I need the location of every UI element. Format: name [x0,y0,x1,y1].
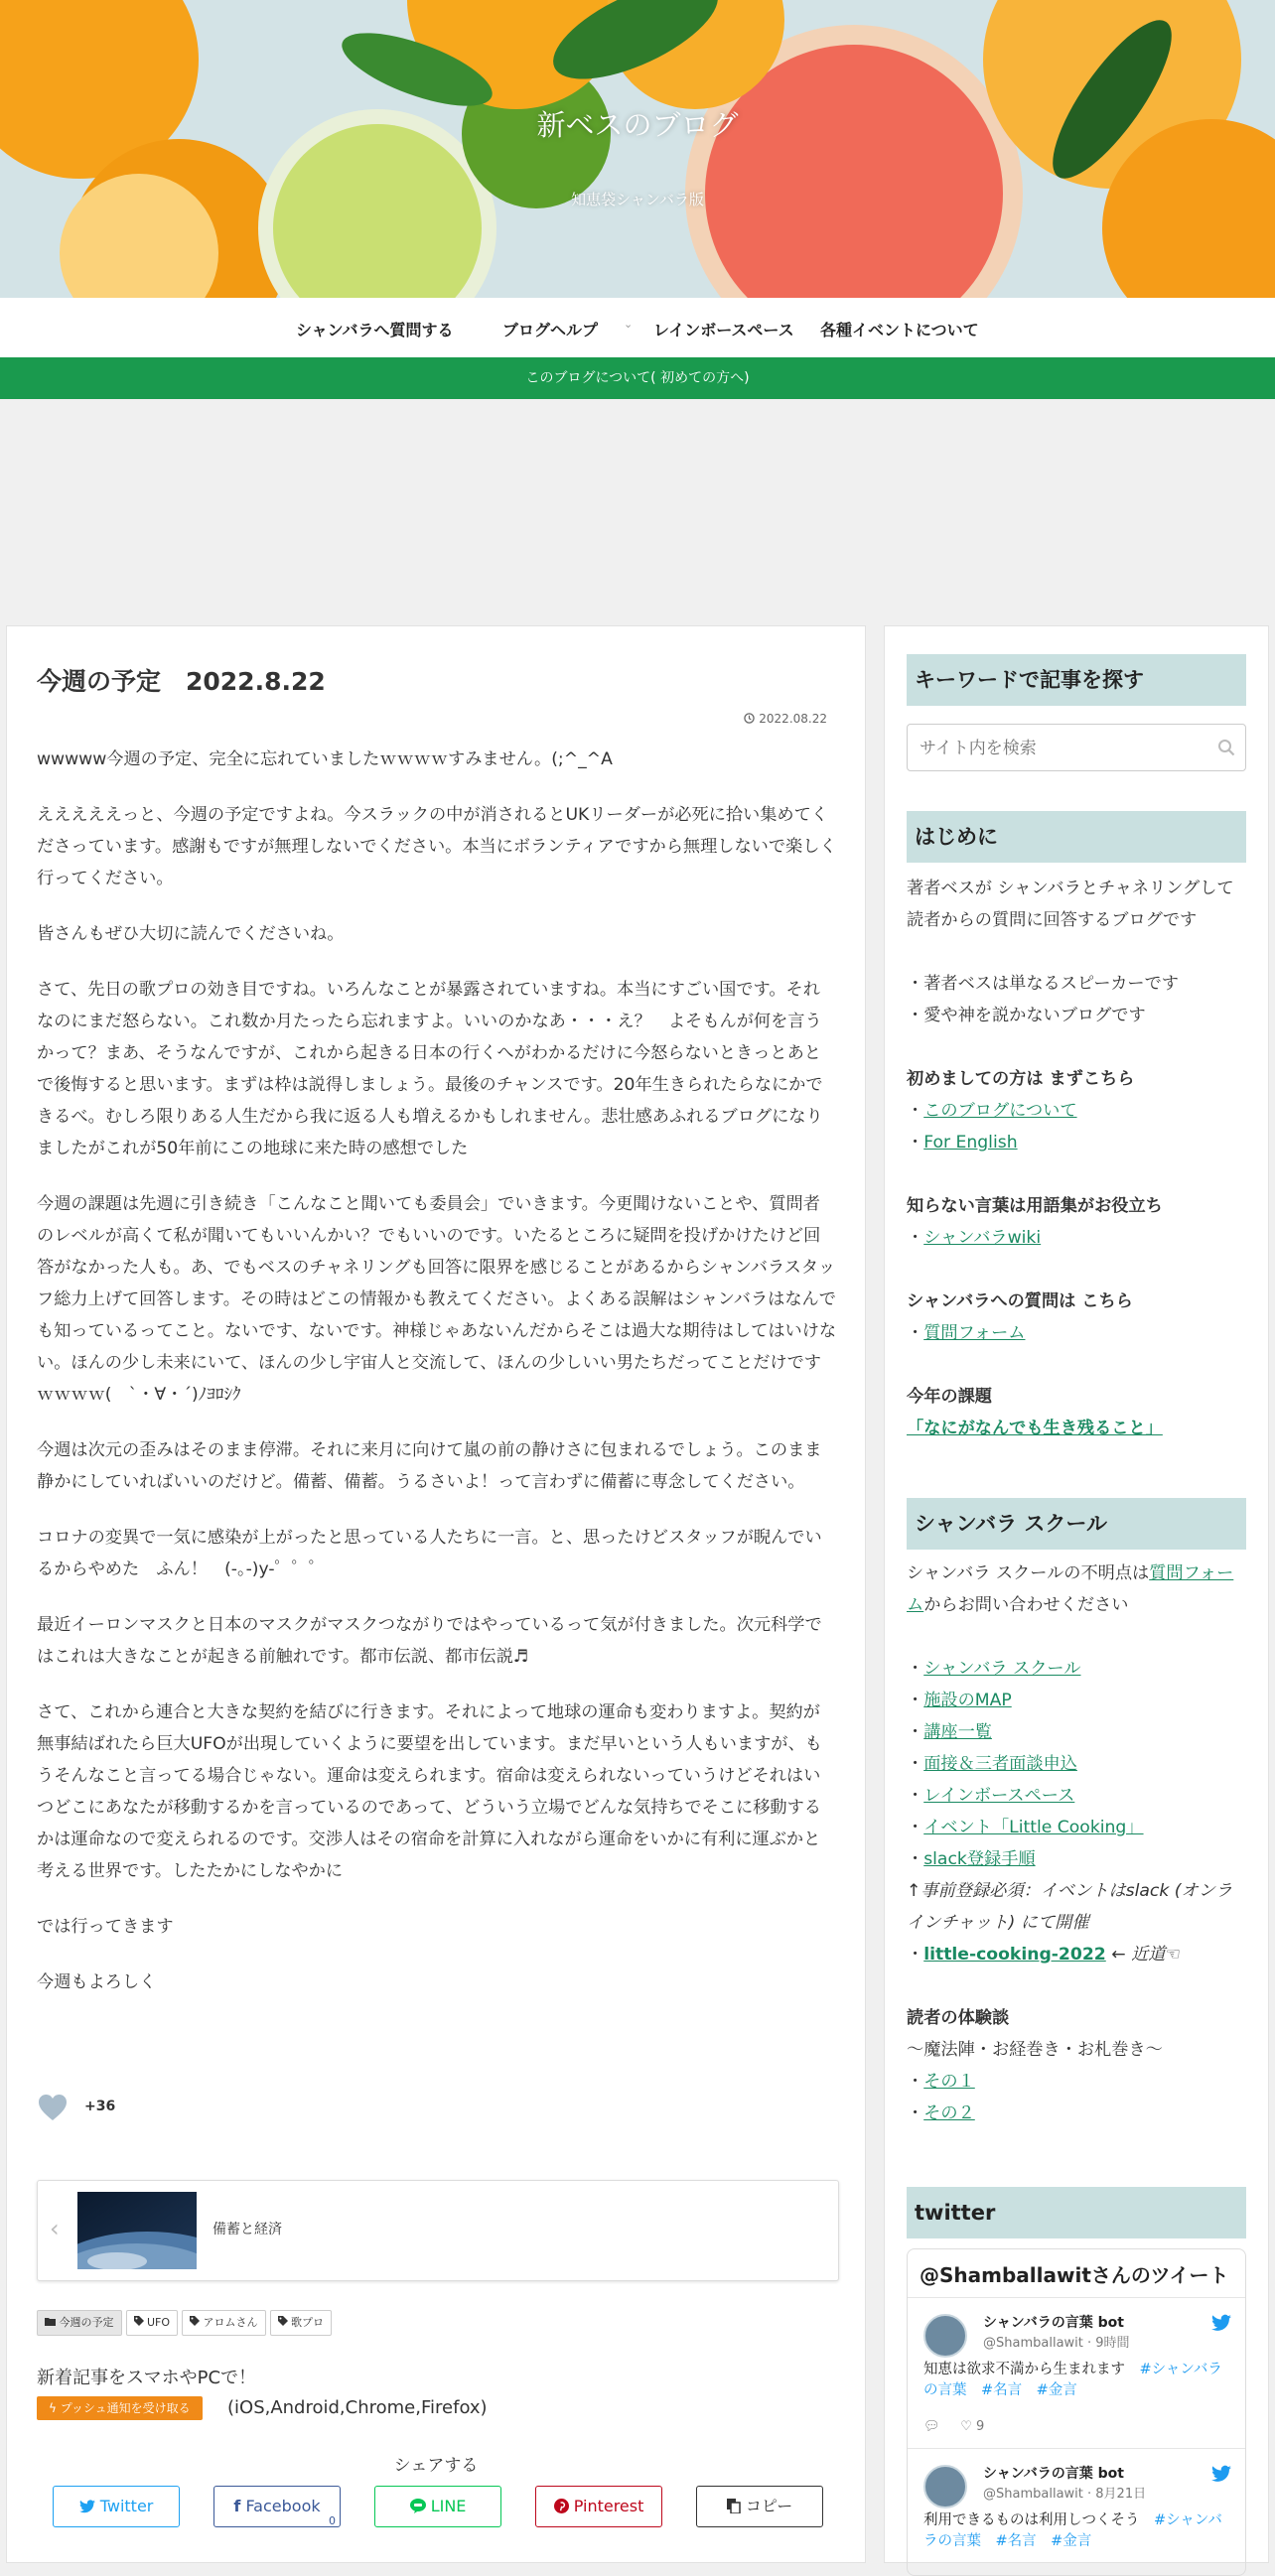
tweet-text [923,2510,1231,2552]
tweet-actions [923,2419,984,2434]
nav-item-ask-shambhala[interactable]: シャンバラへ質問する [296,321,454,339]
intro-heading: シャンバラへの質問は こちら [907,1291,1133,1311]
chevron-down-icon[interactable]: ⌄ [624,318,634,331]
share-facebook-label: Facebook [245,2497,321,2515]
category-tag[interactable] [37,2310,122,2336]
share-twitter-label: Twitter [99,2497,154,2515]
sidebar [884,625,1269,2563]
article-paragraph: では行ってきます [37,1917,174,1937]
share-facebook-count: 0 [329,2514,336,2527]
rainbow-space-link[interactable]: レインボースペース [923,1786,1075,1806]
slack-register-link[interactable]: slack登録手順 [923,1849,1036,1869]
article-paragraph: さて、これから連合と大きな契約を結びに行きます。それによって地球の運命も変わりますよ。契約が無事結ばれたら巨大UFOが出現していくように要望を出しています。まだ早いという人もいますが、もうそんなこと言ってる場合じゃない。運命は変えられます。宿命は変えられないっていうけどそれはいつどこにあなたが移動するかを言っているのであって、どういう立場でどんな気持ちでそこに移動するかは運命なので変えられるのです。交渉人はその宿命を計算に入れながら運命をいかに有利に運ぶかと考える世界です。したたかにしなやかに [37,1702,822,1881]
push-notification-button[interactable] [37,2396,203,2420]
tweet[interactable] [908,2448,1245,2576]
copy-icon [727,2499,741,2513]
tag-item[interactable] [126,2310,179,2336]
school-intro [907,1558,1246,1621]
facebook-icon: f [233,2497,241,2515]
intro-widget-body [907,873,1246,1444]
nav-item-events[interactable]: 各種イベントについて [820,321,979,339]
line-icon [410,2499,426,2513]
tweet-author[interactable]: シャンバラの言葉 bot [983,2466,1124,2482]
school-widget-body [907,1558,1246,2129]
tweet-time: 8月21日 [1095,2487,1147,2502]
tag-icon [278,2316,288,2326]
tweet-meta: @Shamballawit · 9時間 [983,2336,1130,2351]
push-platforms: (iOS,Android,Chrome,Firefox) [227,2397,488,2418]
intro-text: ・著者ベスは単なるスピーカーです [907,974,1179,994]
school-spacer [907,1621,1246,1653]
intro-spacer [907,1158,1246,1190]
intro-widget-title: はじめに [907,811,1246,863]
school-link-item: ・シャンバラ スクール [907,1659,1081,1679]
twitter-bird-icon[interactable] [1211,2314,1231,2332]
intro-spacer [907,936,1246,968]
tweet-meta: @Shamballawit · 8月21日 [983,2487,1147,2502]
chevron-left-icon[interactable]: ‹ [50,2215,60,2242]
tweet-body: 利用できるものは利用しつくそう [923,2512,1154,2528]
twitter-timeline-header[interactable]: @Shamballawitさんのツイート [920,2263,1229,2287]
category-tag-label: 今週の予定 [59,2316,114,2329]
intro-heading: 知らない言葉は用語集がお役立ち [907,1196,1163,1216]
site-description: 知恵袋シャンバラ版 [571,191,704,208]
site-header [0,0,1275,298]
school-intro-text: シャンバラ スクールの不明点は [907,1563,1150,1583]
article-title: 今週の予定 2022.8.22 [37,667,326,696]
tweet[interactable] [908,2297,1245,2457]
little-cooking-event-link[interactable]: イベント「Little Cooking」 [923,1818,1144,1837]
school-intro-text: からお問い合わせください [923,1595,1129,1615]
tag-item[interactable] [270,2310,333,2336]
tag-label: アロムさん [203,2316,258,2329]
tweet-like-count: 9 [975,2419,985,2434]
nav-item-rainbow-space[interactable]: レインボースペース [653,321,794,339]
folder-icon [45,2317,56,2326]
share-title: シェアする [393,2456,479,2476]
share-pinterest-label: Pinterest [573,2497,644,2515]
school-link-item: ・施設のMAP [907,1691,1012,1710]
tweet-handle: @Shamballawit [983,2336,1083,2351]
intro-spacer [907,1254,1246,1286]
tweet-time: 9時間 [1095,2336,1130,2351]
tweet-text [923,2360,1231,2401]
intro-link-item: ・シャンバラwiki [907,1228,1042,1248]
share-twitter-button[interactable] [53,2486,180,2527]
share-line-label: LINE [430,2497,467,2515]
clock-icon [744,713,755,724]
site-title[interactable]: 新ベスのブログ [536,108,739,142]
notice-bar[interactable]: このブログについて( 初めての方へ) [0,357,1275,399]
experience-link-1[interactable]: その１ [923,2072,975,2092]
yearly-theme-link[interactable]: 「なにがなんでも生き残ること」 [907,1419,1163,1438]
tag-item[interactable] [182,2310,266,2336]
intro-spacer [907,1349,1246,1381]
tweet-author[interactable]: シャンバラの言葉 bot [983,2315,1124,2331]
school-link-item: ・面接＆三者面談申込 [907,1754,1077,1774]
prev-article-card[interactable] [37,2180,839,2281]
article-date [744,712,827,726]
shortcut-note: ← 近道☜ [1105,1945,1181,1965]
tag-icon [190,2316,200,2326]
nav-item-blog-help[interactable]: ブログヘルプ [502,321,599,339]
tweet-hashtags[interactable]: #シャンバラの言葉 #名言 #金言 [923,2512,1222,2549]
article-date-text: 2022.08.22 [759,712,827,726]
share-pinterest-button[interactable] [535,2486,662,2527]
experience-title: 読者の体験談 [907,2008,1010,2028]
article-paragraph: 皆さんもぜひ大切に読んでくださいね。 [37,924,345,944]
intro-text: 著者ベスが シャンバラとチャネリングして 読者からの質問に回答するブログです [907,879,1234,930]
school-question-form-link[interactable]: 質問フォーム [907,1563,1234,1615]
push-notification-button-label: プッシュ通知を受け取る [60,2401,191,2415]
twitter-timeline [907,2248,1246,2576]
intro-link-item: ・質問フォーム [907,1323,1026,1343]
school-spacer [907,1970,1246,2002]
twitter-icon [79,2500,95,2513]
prev-article-title: 備蓄と経済 [212,2222,282,2237]
heart-icon[interactable] [37,2092,69,2123]
school-link-item: ・little-cooking-2022 ← 近道☜ [907,1945,1181,1965]
intro-spacer [907,1031,1246,1063]
school-link-item: ・レインボースペース [907,1786,1075,1806]
article-paragraph: wwwww今週の予定、完全に忘れていましたｗｗｗｗすみません。(;^_^A [37,749,613,769]
search-input[interactable] [918,735,1209,762]
little-cooking-2022-link[interactable]: little-cooking-2022 [923,1945,1106,1965]
share-line-button[interactable] [374,2486,501,2527]
wiki-link[interactable]: シャンバラwiki [923,1228,1042,1248]
tweet-hashtags[interactable]: #シャンバラの言葉 #名言 #金言 [923,2362,1222,2398]
reply-icon[interactable]: 💬︎ [923,2419,940,2434]
intro-link-item: ・このブログについて [907,1101,1077,1121]
school-note: ↑事前登録必須：イベントはslack (オンラインチャット) にて開催 [907,1881,1233,1933]
push-notification-title: 新着記事をスマホやPCで！ [37,2368,257,2388]
avatar[interactable] [923,2465,967,2508]
article-paragraph: コロナの変異で一気に感染が上がったと思っている人たちに一言。と、思ったけどスタッフが睨んでいるからやめた ふん！ (-｡-)y-゜゜゜ [37,1528,822,1579]
pinterest-icon [554,2499,569,2513]
tag-label: 歌プロ [291,2316,325,2329]
like-count: +36 [84,2099,116,2114]
bolt-icon: ϟ [49,2401,61,2415]
experience-link-item: ・その２ [907,2103,975,2123]
article-paragraph: 今週の課題は先週に引き続き「こんなこと聞いても委員会」でいきます。今更聞けないことや、質問者のレベルが高くて私が聞いてもいいんかい？でもいいのです。いたるところに疑問を投げかけたけど回答がなかった人も。あ、でもベスのチャネリングも回答に限界を感じることがあるからシャンバラスタッフ総力上げて回答します。その時はどこの情報かも教えてください。よくある誤解はシャンバラはなんでも知っているってこと。ないです、ないです。神様じゃあないんだからそこは過大な期待はしてはいけない。ほんの少し未来にいて、ほんの少し宇宙人と交流して、ほんの少しいい男たちだってことだけですｗｗｗｗ( `・∀・´)ﾉﾖﾛｼｸ [37,1194,837,1405]
school-link-item: ・slack登録手順 [907,1849,1036,1869]
school-link-item: ・講座一覧 [907,1722,992,1742]
intro-link-item: ・For English [907,1133,1018,1152]
twitter-bird-icon[interactable] [1211,2465,1231,2483]
tweet-handle: @Shamballawit [983,2487,1083,2502]
experience-sub: 〜魔法陣・お経巻き・お札巻き〜 [907,2040,1163,2060]
about-blog-link[interactable]: このブログについて [923,1101,1077,1121]
share-facebook-button[interactable] [213,2486,341,2527]
prev-article-thumbnail [77,2192,197,2269]
intro-text: ・愛や神を説かないブログです [907,1006,1146,1025]
tag-label: UFO [147,2316,171,2329]
tweet-like-icon[interactable]: ♡ [960,2419,972,2434]
school-link-item: ・イベント「Little Cooking」 [907,1818,1144,1837]
article-main [6,625,866,2563]
intro-heading: 初めましての方は まずこちら [907,1069,1135,1089]
tag-icon [134,2316,144,2326]
school-link[interactable]: シャンバラ スクール [923,1659,1081,1679]
english-link[interactable]: For English [923,1133,1018,1152]
tag-list [37,2310,336,2340]
article-paragraph: さて、先日の歌プロの効き目ですね。いろんなことが暴露されていますね。本当にすごい国です。それなのにまだ怒らない。これ数か月たったら忘れますよ。いいのかなあ・・・え？ よそもんが何を言うかって？まあ、そうなんですが、これから起きる日本の行くへがわかるだけに今怒らないときっとあとで後悔すると思います。まずは枠は説得しましょう。最後のチャンスです。20年生きられたらなにかできるべ。むしろ限りある人生だから我に返る人も増えるかもしれません。悲壮感あふれるブログになりましたがこれが50年前にこの地球に来た時の感想でした [37,980,823,1158]
article-paragraph: 今週もよろしく [37,1972,157,1992]
article-body [37,744,837,2022]
course-list-link[interactable]: 講座一覧 [923,1722,992,1742]
search-widget-title: キーワードで記事を探す [907,654,1246,706]
share-copy-label: コピー [745,2497,793,2515]
search-icon[interactable] [1217,739,1235,756]
twitter-widget-title: twitter [907,2187,1246,2238]
article-paragraph: 最近イーロンマスクと日本のマスクがマスクつながりではやっているって気が付きました。次元科学ではこれは大きなことが起きる前触れです。都市伝説、都市伝説♬ [37,1615,822,1667]
intro-heading: 今年の課題 [907,1387,992,1407]
school-widget-title: シャンバラ スクール [907,1498,1246,1550]
share-copy-button[interactable] [696,2486,823,2527]
tweet-body: 知恵は欲求不満から生まれます [923,2362,1140,2377]
facility-map-link[interactable]: 施設のMAP [923,1691,1012,1710]
question-form-link[interactable]: 質問フォーム [923,1323,1026,1343]
article-paragraph: えええええっと、今週の予定ですよね。今スラックの中が消されるとUKリーダーが必死に拾い集めてくださっています。感謝もですが無理しないでください。本当にボランティアですから無理しないで楽しく行ってください。 [37,805,837,888]
experience-link-item: ・その１ [907,2072,975,2092]
avatar[interactable] [923,2314,967,2358]
article-paragraph: 今週は次元の歪みはそのまま停滞。それに来月に向けて嵐の前の静けさに包まれるでしょう。このまま静かにしていればいいのだけど。備蓄、備蓄。うるさいよ！って言わずに備蓄に専念してください。 [37,1440,822,1492]
main-navigation [0,298,1275,358]
interview-link[interactable]: 面接＆三者面談申込 [923,1754,1077,1774]
header-fruit-image [0,0,1275,298]
experience-link-2[interactable]: その２ [923,2103,975,2123]
search-box [907,724,1246,771]
